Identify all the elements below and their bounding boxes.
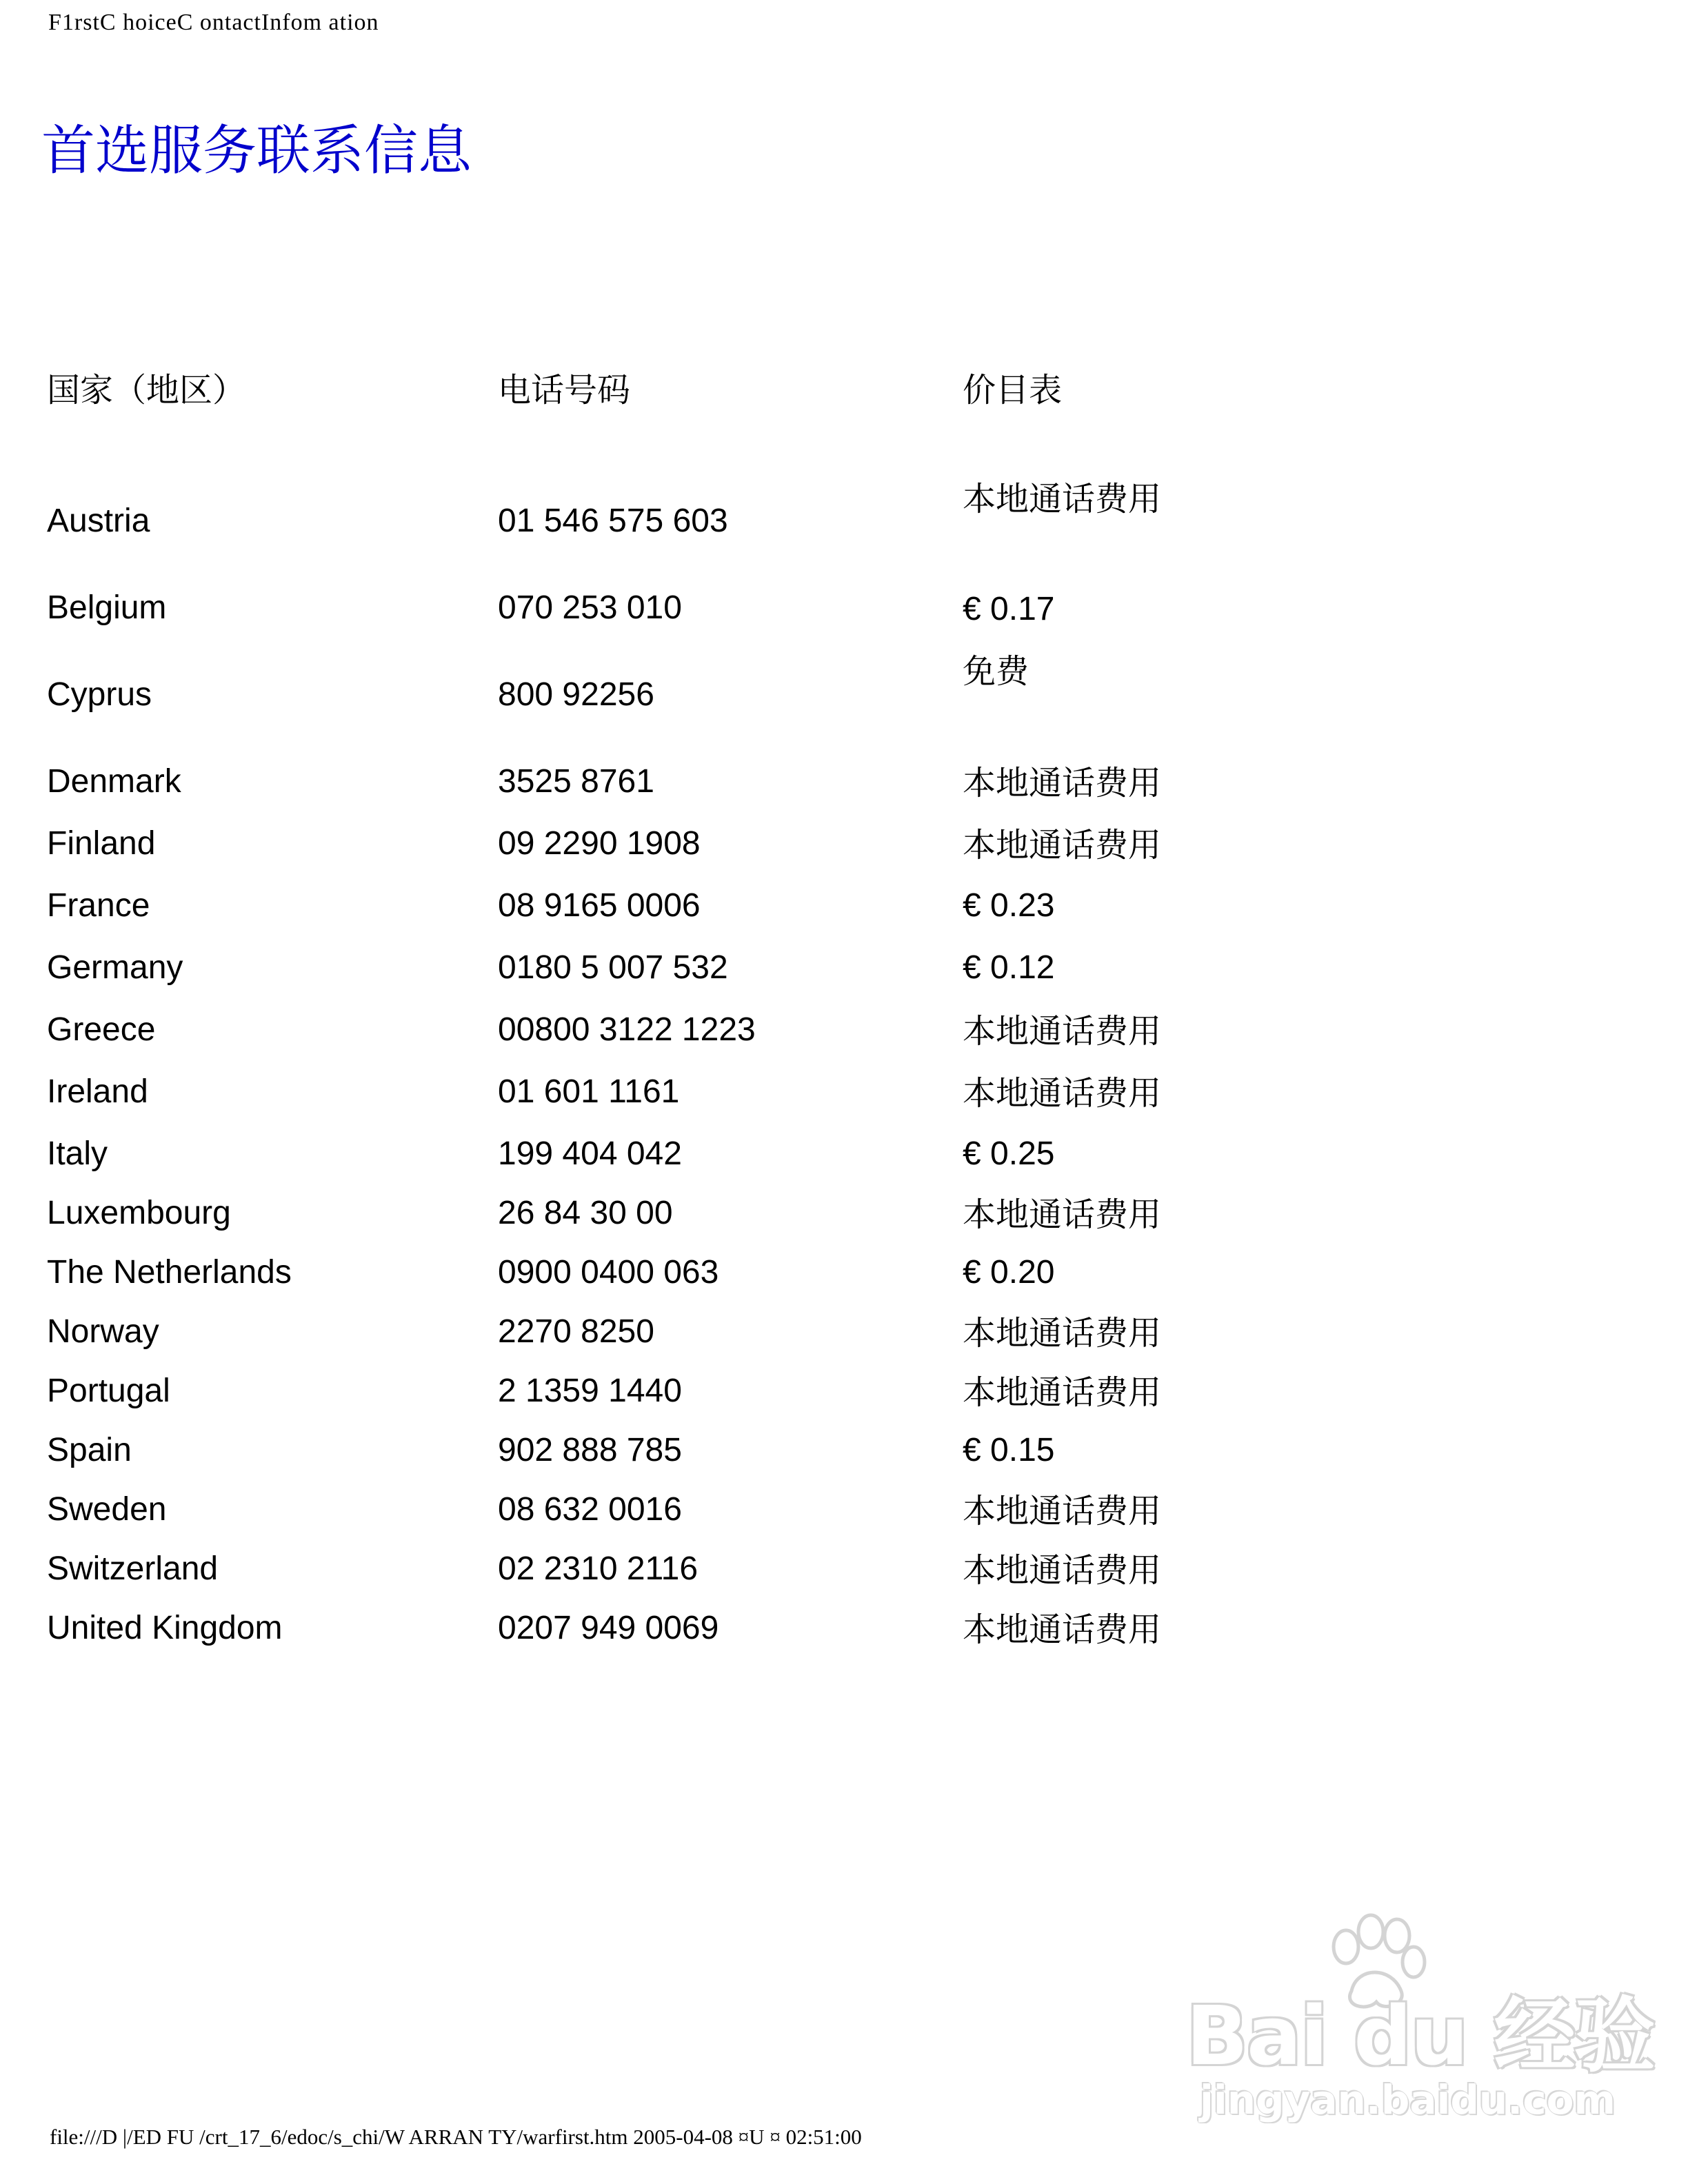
rate-cell: 本地通话费用 xyxy=(963,1012,1162,1051)
table-row xyxy=(47,998,1288,1060)
table-row xyxy=(47,1300,1288,1359)
table-row xyxy=(47,480,1288,576)
phone-cell: 02 2310 2116 xyxy=(498,1550,699,1587)
rate-cell: 本地通话费用 xyxy=(963,1195,1162,1234)
phone-cell: 902 888 785 xyxy=(498,1432,682,1468)
rate-cell: 本地通话费用 xyxy=(963,1551,1162,1590)
rate-cell: 本地通话费用 xyxy=(963,1314,1162,1353)
table-header xyxy=(47,358,1288,434)
rate-cell: 本地通话费用 xyxy=(963,1074,1162,1113)
table-row xyxy=(47,936,1288,998)
country-cell: Germany xyxy=(47,949,183,986)
country-cell: Austria xyxy=(47,503,150,539)
country-cell: Norway xyxy=(47,1313,159,1350)
rate-cell: 本地通话费用 xyxy=(963,826,1162,865)
table-row xyxy=(47,1597,1288,1656)
baidu-watermark xyxy=(1186,1910,1654,2123)
table-row xyxy=(47,1182,1288,1241)
country-cell: Cyprus xyxy=(47,676,152,713)
page-footer: file:///D |/ED FU /crt_17_6/edoc/s_chi/W ARRAN TY/warfirst.htm 2005-04-08 ¤U ¤ 02:51:00 xyxy=(50,2125,862,2149)
phone-cell: 01 546 575 603 xyxy=(498,503,728,539)
phone-cell: 3525 8761 xyxy=(498,763,654,800)
phone-cell: 00800 3122 1223 xyxy=(498,1011,756,1048)
contact-table xyxy=(47,358,1288,1656)
rate-cell: 本地通话费用 xyxy=(963,1492,1162,1530)
rate-cell: € 0.25 xyxy=(963,1135,1055,1172)
country-cell: Switzerland xyxy=(47,1550,219,1587)
phone-cell: 0900 0400 063 xyxy=(498,1254,719,1291)
phone-cell: 070 253 010 xyxy=(498,589,682,626)
country-cell: Ireland xyxy=(47,1073,148,1110)
country-cell: Sweden xyxy=(47,1491,167,1528)
rate-cell: € 0.20 xyxy=(963,1254,1055,1291)
rate-cell: 本地通话费用 xyxy=(963,1373,1162,1412)
baidu-url-watermark: jingyan.baidu.com xyxy=(1200,2076,1616,2123)
rate-cell: 免费 xyxy=(963,652,1029,691)
table-row xyxy=(47,1122,1288,1182)
table-row xyxy=(47,1241,1288,1300)
phone-cell: 199 404 042 xyxy=(498,1135,682,1172)
phone-cell: 09 2290 1908 xyxy=(498,825,701,862)
phone-cell: 2270 8250 xyxy=(498,1313,654,1350)
country-cell: Denmark xyxy=(47,763,181,800)
page-title: 首选服务联系信息 xyxy=(41,120,472,182)
rate-cell: € 0.12 xyxy=(963,949,1055,986)
table-row xyxy=(47,1419,1288,1478)
table-row xyxy=(47,812,1288,874)
table-row xyxy=(47,576,1288,663)
phone-column-header: 电话号码 xyxy=(498,371,631,410)
country-cell: Greece xyxy=(47,1011,156,1048)
table-row xyxy=(47,1359,1288,1419)
rate-cell: € 0.17 xyxy=(963,591,1055,627)
table-row xyxy=(47,750,1288,812)
rate-cell: 本地通话费用 xyxy=(963,480,1162,518)
country-cell: Italy xyxy=(47,1135,108,1172)
table-row xyxy=(47,1537,1288,1597)
phone-cell: 2 1359 1440 xyxy=(498,1373,682,1409)
country-column-header: 国家（地区） xyxy=(47,371,246,410)
phone-cell: 26 84 30 00 xyxy=(498,1195,673,1231)
phone-cell: 0180 5 007 532 xyxy=(498,949,728,986)
page-header: F1rstC hoiceC ontactInfom ation xyxy=(48,10,379,35)
rate-cell: 本地通话费用 xyxy=(963,764,1162,802)
table-row xyxy=(47,652,1288,750)
table-row xyxy=(47,874,1288,936)
country-cell: Spain xyxy=(47,1432,132,1468)
phone-cell: 08 9165 0006 xyxy=(498,887,701,924)
country-cell: Portugal xyxy=(47,1373,170,1409)
country-cell: The Netherlands xyxy=(47,1254,292,1291)
table-row xyxy=(47,1060,1288,1122)
phone-cell: 08 632 0016 xyxy=(498,1491,682,1528)
rate-column-header: 价目表 xyxy=(963,371,1063,410)
table-body xyxy=(47,480,1288,1656)
country-cell: Finland xyxy=(47,825,156,862)
rate-cell: € 0.23 xyxy=(963,887,1055,924)
rate-cell: € 0.15 xyxy=(963,1432,1055,1468)
country-cell: Belgium xyxy=(47,589,167,626)
phone-cell: 0207 949 0069 xyxy=(498,1610,719,1646)
phone-cell: 01 601 1161 xyxy=(498,1073,680,1110)
country-cell: France xyxy=(47,887,150,924)
phone-cell: 800 92256 xyxy=(498,676,654,713)
country-cell: United Kingdom xyxy=(47,1610,283,1646)
rate-cell: 本地通话费用 xyxy=(963,1610,1162,1649)
table-row xyxy=(47,1478,1288,1537)
country-cell: Luxembourg xyxy=(47,1195,231,1231)
baidu-brand-watermark: Bai du 经验 xyxy=(1186,1988,1654,2083)
